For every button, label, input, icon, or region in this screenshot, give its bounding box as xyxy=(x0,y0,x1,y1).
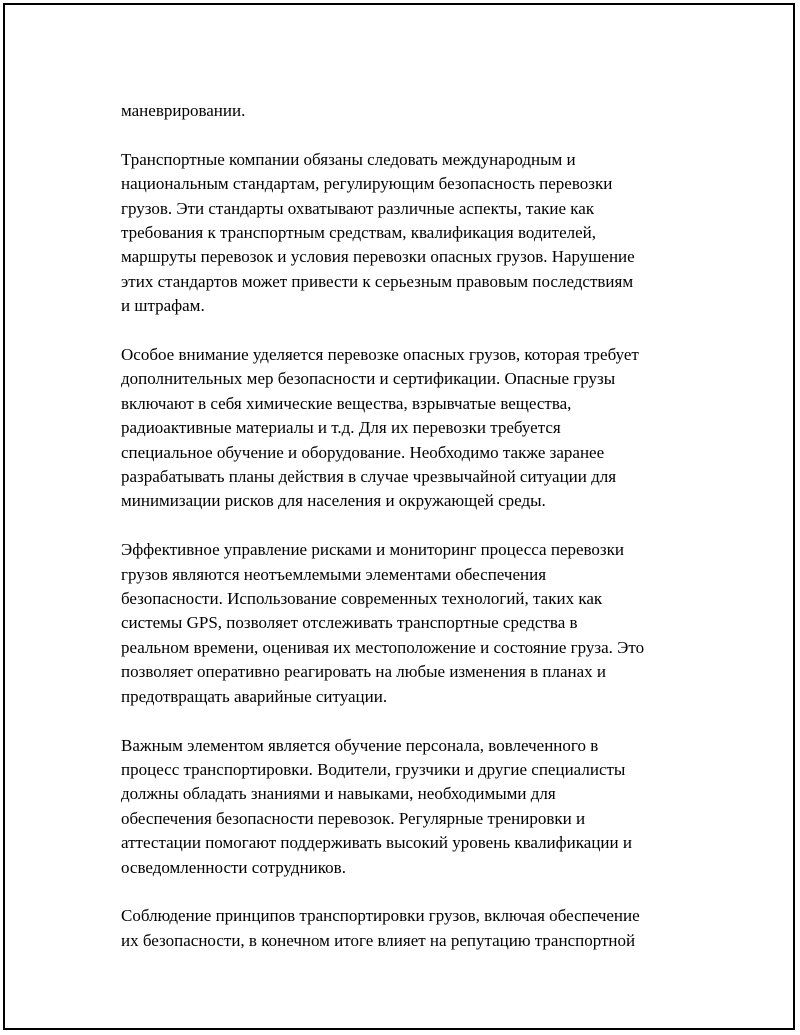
text-line: системы GPS, позволяет отслеживать транспортные средства в xyxy=(121,613,578,633)
paragraph xyxy=(121,148,721,319)
text-line: и штрафам. xyxy=(121,296,205,316)
text-line: их безопасности, в конечном итоге влияет на репутацию транспортной xyxy=(121,930,636,950)
paragraph xyxy=(121,99,721,123)
text-line: Особое внимание уделяется перевозке опасных грузов, которая требует xyxy=(121,345,639,365)
text-line: процесс транспортировки. Водители, грузчики и другие специалисты xyxy=(121,759,626,779)
text-line: маршруты перевозок и условия перевозки опасных грузов. Нарушение xyxy=(121,247,635,267)
text-line: дополнительных мер безопасности и сертификации. Опасные грузы xyxy=(121,369,616,389)
text-line: этих стандартов может привести к серьезным правовым последствиям xyxy=(121,271,634,291)
paragraph xyxy=(121,734,721,880)
text-line: обеспечения безопасности перевозок. Регулярные тренировки и xyxy=(121,808,586,828)
text-line: разрабатывать планы действия в случае чрезвычайной ситуации для xyxy=(121,467,617,487)
paragraph xyxy=(121,538,721,709)
page-frame xyxy=(3,3,795,1030)
text-line: осведомленности сотрудников. xyxy=(121,857,346,877)
text-line: Соблюдение принципов транспортировки грузов, включая обеспечение xyxy=(121,906,640,926)
text-line: безопасности. Использование современных технологий, таких как xyxy=(121,589,603,609)
text-line: маневрировании. xyxy=(121,101,246,120)
paragraph xyxy=(121,343,721,514)
document-body xyxy=(121,99,721,953)
text-line: Транспортные компании обязаны следовать международным и xyxy=(121,149,576,169)
text-line: аттестации помогают поддерживать высокий уровень квалификации и xyxy=(121,833,632,853)
text-line: минимизации рисков для населения и окружающей среды. xyxy=(121,491,546,511)
text-line: должны обладать знаниями и навыками, необходимыми для xyxy=(121,784,556,804)
text-line: Важным элементом является обучение персонала, вовлеченного в xyxy=(121,735,599,755)
text-line: позволяет оперативно реагировать на любые изменения в планах и xyxy=(121,662,607,682)
text-line: требования к транспортным средствам, квалификация водителей, xyxy=(121,223,596,243)
text-line: специальное обучение и оборудование. Необходимо также заранее xyxy=(121,442,605,462)
text-line: реальном времени, оценивая их местоположение и состояние груза. Это xyxy=(121,637,645,657)
text-line: радиоактивные материалы и т.д. Для их перевозки требуется xyxy=(121,418,561,438)
text-line: грузов. Эти стандарты охватывают различные аспекты, такие как xyxy=(121,198,595,218)
text-line: предотвращать аварийные ситуации. xyxy=(121,686,388,706)
paragraph xyxy=(121,904,721,953)
text-line: Эффективное управление рисками и мониторинг процесса перевозки xyxy=(121,540,625,560)
text-line: грузов являются неотъемлемыми элементами обеспечения xyxy=(121,564,547,584)
text-line: включают в себя химические вещества, взрывчатые вещества, xyxy=(121,393,572,413)
text-line: национальным стандартам, регулирующим безопасность перевозки xyxy=(121,174,613,194)
